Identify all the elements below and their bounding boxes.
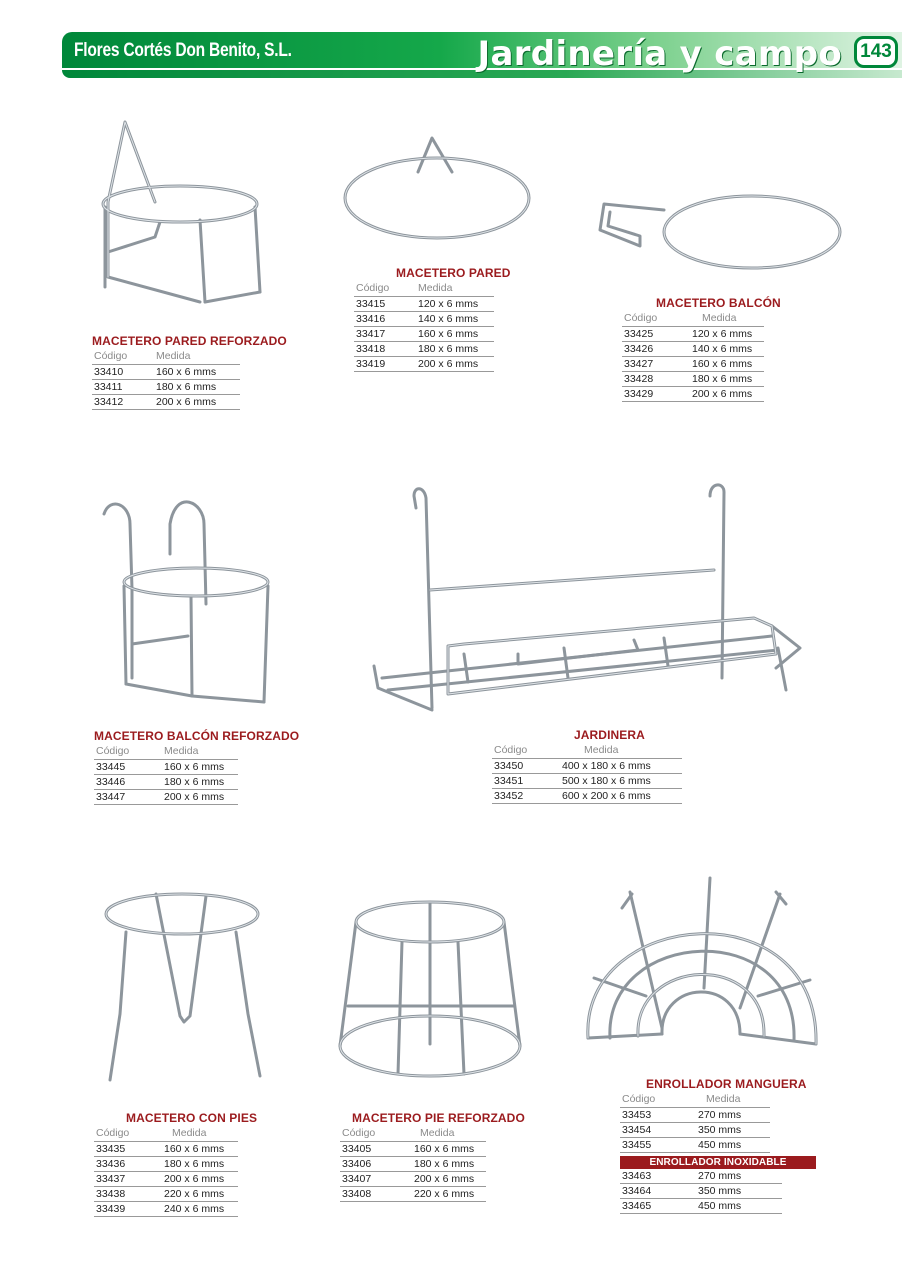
table-row bbox=[94, 1202, 238, 1217]
code-cell: 33407 bbox=[342, 1173, 372, 1185]
code-header: Código bbox=[624, 312, 658, 324]
size-cell: 200 x 6 mms bbox=[156, 396, 217, 408]
table-header bbox=[620, 1091, 770, 1108]
size-cell: 220 x 6 mms bbox=[414, 1188, 475, 1200]
table-row bbox=[620, 1169, 782, 1184]
size-cell: 350 mms bbox=[698, 1185, 742, 1197]
size-cell: 270 mms bbox=[698, 1109, 742, 1121]
size-cell: 240 x 6 mms bbox=[164, 1203, 225, 1215]
code-cell: 33417 bbox=[356, 328, 386, 340]
size-cell: 180 x 6 mms bbox=[164, 776, 225, 788]
macetero-pared-reforzado-image bbox=[80, 112, 280, 312]
product-title: MACETERO PARED REFORZADO bbox=[92, 334, 287, 348]
table-header bbox=[94, 1125, 238, 1142]
table-header bbox=[622, 310, 764, 327]
size-cell: 180 x 6 mms bbox=[164, 1158, 225, 1170]
code-cell: 33429 bbox=[624, 388, 654, 400]
code-header: Código bbox=[94, 350, 128, 362]
size-cell: 500 x 180 x 6 mms bbox=[562, 775, 651, 787]
macetero-pie-reforzado-image bbox=[334, 894, 530, 1084]
product-title: MACETERO CON PIES bbox=[126, 1111, 258, 1125]
table-row bbox=[492, 774, 682, 789]
code-cell: 33415 bbox=[356, 298, 386, 310]
macetero-balcon-reforzado-block bbox=[94, 729, 300, 805]
size-header: Medida bbox=[172, 1127, 207, 1139]
code-cell: 33425 bbox=[624, 328, 654, 340]
code-cell: 33435 bbox=[96, 1143, 126, 1155]
size-header: Medida bbox=[420, 1127, 455, 1139]
table-row bbox=[354, 327, 494, 342]
code-cell: 33463 bbox=[622, 1170, 652, 1182]
size-cell: 180 x 6 mms bbox=[156, 381, 217, 393]
code-header: Código bbox=[622, 1093, 656, 1105]
table-header bbox=[94, 743, 238, 760]
table-row bbox=[340, 1157, 486, 1172]
table-row bbox=[622, 342, 764, 357]
table-row bbox=[94, 1142, 238, 1157]
size-cell: 160 x 6 mms bbox=[164, 1143, 225, 1155]
macetero-con-pies-block bbox=[94, 1111, 258, 1217]
product-title: MACETERO PARED bbox=[396, 266, 511, 280]
code-cell: 33450 bbox=[494, 760, 524, 772]
code-cell: 33418 bbox=[356, 343, 386, 355]
code-header: Código bbox=[96, 745, 130, 757]
code-cell: 33426 bbox=[624, 343, 654, 355]
table-row bbox=[354, 312, 494, 327]
size-header: Medida bbox=[156, 350, 191, 362]
code-header: Código bbox=[494, 744, 528, 756]
table-row bbox=[620, 1138, 770, 1153]
macetero-balcon-block bbox=[622, 296, 781, 402]
size-cell: 160 x 6 mms bbox=[418, 328, 479, 340]
code-cell: 33439 bbox=[96, 1203, 126, 1215]
code-header: Código bbox=[356, 282, 390, 294]
size-cell: 120 x 6 mms bbox=[692, 328, 753, 340]
table-row bbox=[340, 1172, 486, 1187]
table-row bbox=[354, 342, 494, 357]
table-row bbox=[340, 1142, 486, 1157]
code-cell: 33464 bbox=[622, 1185, 652, 1197]
code-cell: 33428 bbox=[624, 373, 654, 385]
code-cell: 33453 bbox=[622, 1109, 652, 1121]
code-cell: 33411 bbox=[94, 381, 123, 393]
size-header: Medida bbox=[418, 282, 453, 294]
table-row bbox=[354, 357, 494, 372]
size-cell: 400 x 180 x 6 mms bbox=[562, 760, 651, 772]
size-cell: 270 mms bbox=[698, 1170, 742, 1182]
size-cell: 180 x 6 mms bbox=[414, 1158, 475, 1170]
code-cell: 33410 bbox=[94, 366, 124, 378]
macetero-balcon-reforzado-image bbox=[96, 484, 282, 708]
table-header bbox=[92, 348, 240, 365]
table-header bbox=[354, 280, 494, 297]
code-cell: 33406 bbox=[342, 1158, 372, 1170]
page-number: 143 bbox=[854, 36, 898, 68]
size-cell: 200 x 6 mms bbox=[164, 791, 225, 803]
table-row bbox=[620, 1108, 770, 1123]
code-cell: 33454 bbox=[622, 1124, 652, 1136]
table-row bbox=[94, 1187, 238, 1202]
inoxidable-band: ENROLLADOR INOXIDABLE bbox=[620, 1156, 816, 1169]
size-cell: 450 mms bbox=[698, 1200, 742, 1212]
code-cell: 33408 bbox=[342, 1188, 372, 1200]
table-row bbox=[92, 365, 240, 380]
macetero-pared-reforzado-block bbox=[92, 334, 287, 410]
table-header bbox=[340, 1125, 486, 1142]
size-header: Medida bbox=[164, 745, 199, 757]
table-header bbox=[492, 742, 682, 759]
table-row bbox=[94, 1172, 238, 1187]
code-cell: 33452 bbox=[494, 790, 524, 802]
enrollador-manguera-block bbox=[620, 1077, 816, 1214]
code-cell: 33447 bbox=[96, 791, 126, 803]
table-row bbox=[622, 327, 764, 342]
size-cell: 200 x 6 mms bbox=[164, 1173, 225, 1185]
size-cell: 140 x 6 mms bbox=[692, 343, 753, 355]
code-cell: 33427 bbox=[624, 358, 654, 370]
table-row bbox=[94, 1157, 238, 1172]
table-row bbox=[492, 759, 682, 774]
code-cell: 33436 bbox=[96, 1158, 126, 1170]
macetero-con-pies-image bbox=[96, 884, 274, 1084]
enrollador-manguera-image bbox=[580, 868, 828, 1056]
code-cell: 33405 bbox=[342, 1143, 372, 1155]
size-cell: 180 x 6 mms bbox=[692, 373, 753, 385]
size-cell: 220 x 6 mms bbox=[164, 1188, 225, 1200]
product-title: ENROLLADOR MANGUERA bbox=[646, 1077, 807, 1091]
table-row bbox=[340, 1187, 486, 1202]
table-row bbox=[354, 297, 494, 312]
code-header: Código bbox=[342, 1127, 376, 1139]
macetero-pared-block bbox=[354, 266, 511, 372]
jardinera-block bbox=[492, 728, 682, 804]
size-cell: 160 x 6 mms bbox=[414, 1143, 475, 1155]
product-title: MACETERO PIE REFORZADO bbox=[352, 1111, 525, 1125]
macetero-pared-image bbox=[340, 132, 540, 247]
macetero-balcon-image bbox=[592, 188, 848, 276]
code-cell: 33416 bbox=[356, 313, 386, 325]
code-cell: 33438 bbox=[96, 1188, 126, 1200]
size-cell: 140 x 6 mms bbox=[418, 313, 479, 325]
table-row bbox=[622, 372, 764, 387]
size-cell: 600 x 200 x 6 mms bbox=[562, 790, 651, 802]
size-header: Medida bbox=[706, 1093, 741, 1105]
code-cell: 33412 bbox=[94, 396, 124, 408]
table-row bbox=[94, 760, 238, 775]
macetero-pie-reforzado-block bbox=[340, 1111, 525, 1202]
table-row bbox=[492, 789, 682, 804]
table-row bbox=[92, 380, 240, 395]
jardinera-image bbox=[368, 478, 812, 728]
size-cell: 200 x 6 mms bbox=[418, 358, 479, 370]
size-cell: 160 x 6 mms bbox=[156, 366, 217, 378]
size-header: Medida bbox=[702, 312, 737, 324]
table-row bbox=[92, 395, 240, 410]
company-name: Flores Cortés Don Benito, S.L. bbox=[74, 40, 292, 61]
code-cell: 33437 bbox=[96, 1173, 126, 1185]
code-cell: 33445 bbox=[96, 761, 126, 773]
product-title: MACETERO BALCÓN bbox=[656, 296, 781, 310]
size-cell: 450 mms bbox=[698, 1139, 742, 1151]
table-row bbox=[620, 1123, 770, 1138]
product-title: JARDINERA bbox=[574, 728, 645, 742]
page-header bbox=[62, 32, 902, 84]
table-row bbox=[620, 1184, 782, 1199]
size-cell: 160 x 6 mms bbox=[692, 358, 753, 370]
table-row bbox=[94, 775, 238, 790]
size-cell: 180 x 6 mms bbox=[418, 343, 479, 355]
size-cell: 350 mms bbox=[698, 1124, 742, 1136]
code-cell: 33451 bbox=[494, 775, 524, 787]
size-cell: 160 x 6 mms bbox=[164, 761, 225, 773]
code-cell: 33455 bbox=[622, 1139, 652, 1151]
table-row bbox=[620, 1199, 782, 1214]
table-row bbox=[622, 387, 764, 402]
size-cell: 200 x 6 mms bbox=[692, 388, 753, 400]
code-cell: 33465 bbox=[622, 1200, 652, 1212]
code-cell: 33446 bbox=[96, 776, 126, 788]
size-header: Medida bbox=[584, 744, 619, 756]
code-header: Código bbox=[96, 1127, 130, 1139]
table-row bbox=[622, 357, 764, 372]
size-cell: 200 x 6 mms bbox=[414, 1173, 475, 1185]
size-cell: 120 x 6 mms bbox=[418, 298, 479, 310]
table-row bbox=[94, 790, 238, 805]
code-cell: 33419 bbox=[356, 358, 386, 370]
section-title: Jardinería y campo bbox=[477, 34, 842, 74]
product-title: MACETERO BALCÓN REFORZADO bbox=[94, 729, 300, 743]
